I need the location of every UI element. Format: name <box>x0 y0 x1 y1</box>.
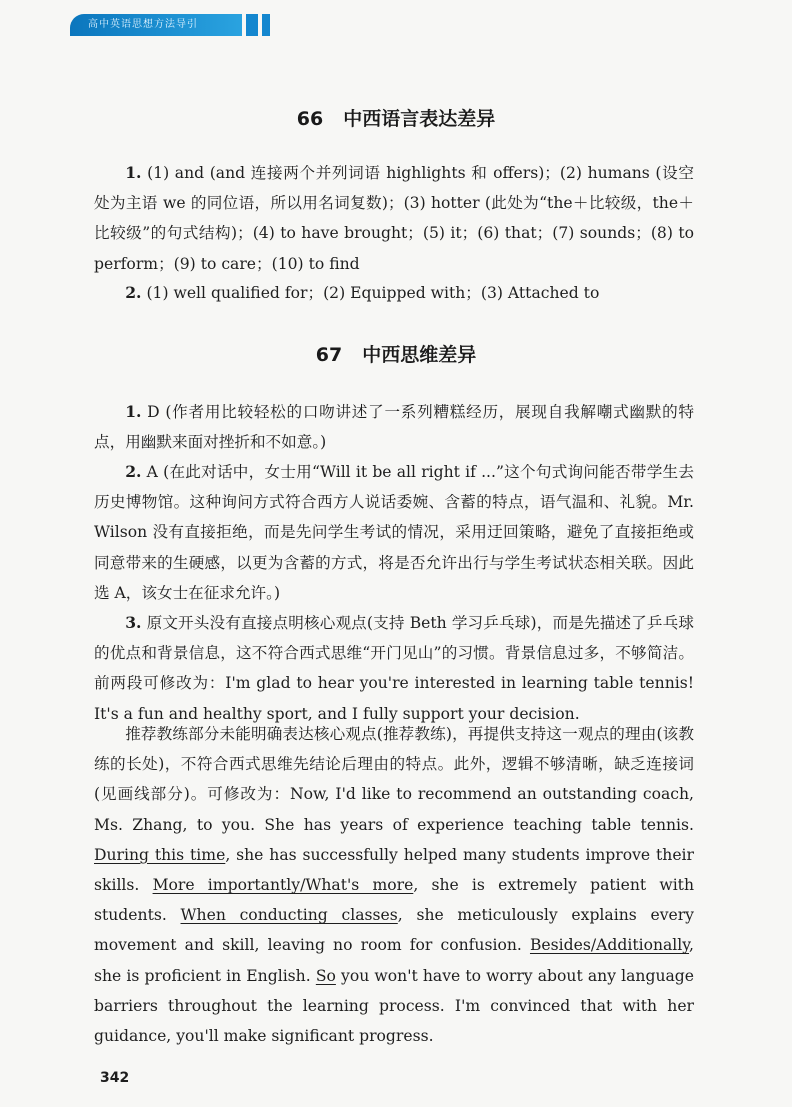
paragraph-text: you won't have to worry about any language barriers throughout the learning process. I'm convinced that with her guidance, you'll make significant progress. <box>94 966 694 1046</box>
section-heading: 中西语言表达差异 <box>343 108 496 130</box>
underlined-connector: More importantly/What's more <box>152 876 414 895</box>
answer-text: D (作者用比较轻松的口吻讲述了一系列糟糕经历，展现自我解嘲式幽默的特点，用幽默来面对挫折和不如意。) <box>94 403 694 452</box>
header-decoration <box>262 14 270 36</box>
question-number: 3. <box>125 613 142 632</box>
section-number: 66 <box>296 108 324 130</box>
question-number: 2. <box>125 462 142 481</box>
underlined-connector: During this time <box>94 845 226 864</box>
section-67-title <box>0 340 792 367</box>
section-heading: 中西思维差异 <box>362 344 477 366</box>
paragraph-text: , she is extremely patient with students. <box>94 876 694 925</box>
section-66-title <box>0 104 792 131</box>
answer-66-1 <box>94 158 694 279</box>
underlined-connector: When conducting classes <box>180 906 398 925</box>
answer-66-2 <box>94 278 694 308</box>
header-decoration <box>246 14 258 36</box>
question-number: 2. <box>125 283 142 302</box>
question-number: 1. <box>125 402 142 421</box>
underlined-connector: So <box>315 966 336 985</box>
paragraph-text: 推荐教练部分未能明确表达核心观点(推荐教练)，再提供支持这一观点的理由(该教练的长处)，不符合西式思维先结论后理由的特点。此外，逻辑不够清晰，缺乏连接词(见画线部分)。可修改为：Now, I'd like to recommend an outstanding coach, Ms. Zhang, to you. She has years of experience teaching table tennis. <box>94 725 694 834</box>
paragraph-text: , she meticulously explains every movement and skill, leaving no room for confusion. <box>94 906 694 955</box>
answer-67-1 <box>94 397 694 457</box>
running-header-title: 高中英语思想方法导引 <box>88 19 198 30</box>
answer-text: 原文开头没有直接点明核心观点(支持 Beth 学习乒乓球)，而是先描述了乒乓球的优点和背景信息，这不符合西式思维“开门见山”的习惯。背景信息过多，不够简洁。前两段可修改为：I'm glad to hear you're interested in learning table tennis! It's a fun and healthy sport, and I fully support your decision. <box>94 614 694 723</box>
section-number: 67 <box>315 344 343 366</box>
answer-67-2 <box>94 457 694 608</box>
paragraph-text: , she is proficient in English. <box>94 936 694 985</box>
answer-text: A (在此对话中，女士用“Will it be all right if ...”这个句式询问能否带学生去历史博物馆。这种询问方式符合西方人说话委婉、含蓄的特点，语气温和、礼貌。Mr. Wilson 没有直接拒绝，而是先问学生考试的情况，采用迂回策略，避免了直接拒绝或同意带来的生硬感，以更为含蓄的方式，将是否允许出行与学生考试状态相关联。因此选 A，该女士在征求允许。) <box>94 463 694 602</box>
answer-text: (1) and (and 连接两个并列词语 highlights 和 offers)；(2) humans (设空处为主语 we 的同位语，所以用名词复数)；(3) hotter (此处为“the＋比较级，the＋比较级”的句式结构)；(4) to have brought；(5) it；(6) that；(7) sounds；(8) to perform；(9) to care；(10) to find <box>94 164 694 273</box>
question-number: 1. <box>125 163 142 182</box>
answer-67-3-paragraph-2 <box>94 719 694 1051</box>
answer-67-3 <box>94 608 694 729</box>
answer-text: (1) well qualified for；(2) Equipped with；(3) Attached to <box>146 284 600 302</box>
paragraph-text: , she has successfully helped many students improve their skills. <box>94 845 694 895</box>
page-number: 342 <box>100 1070 130 1086</box>
running-header <box>70 14 242 36</box>
underlined-connector: Besides/Additionally <box>529 936 690 955</box>
